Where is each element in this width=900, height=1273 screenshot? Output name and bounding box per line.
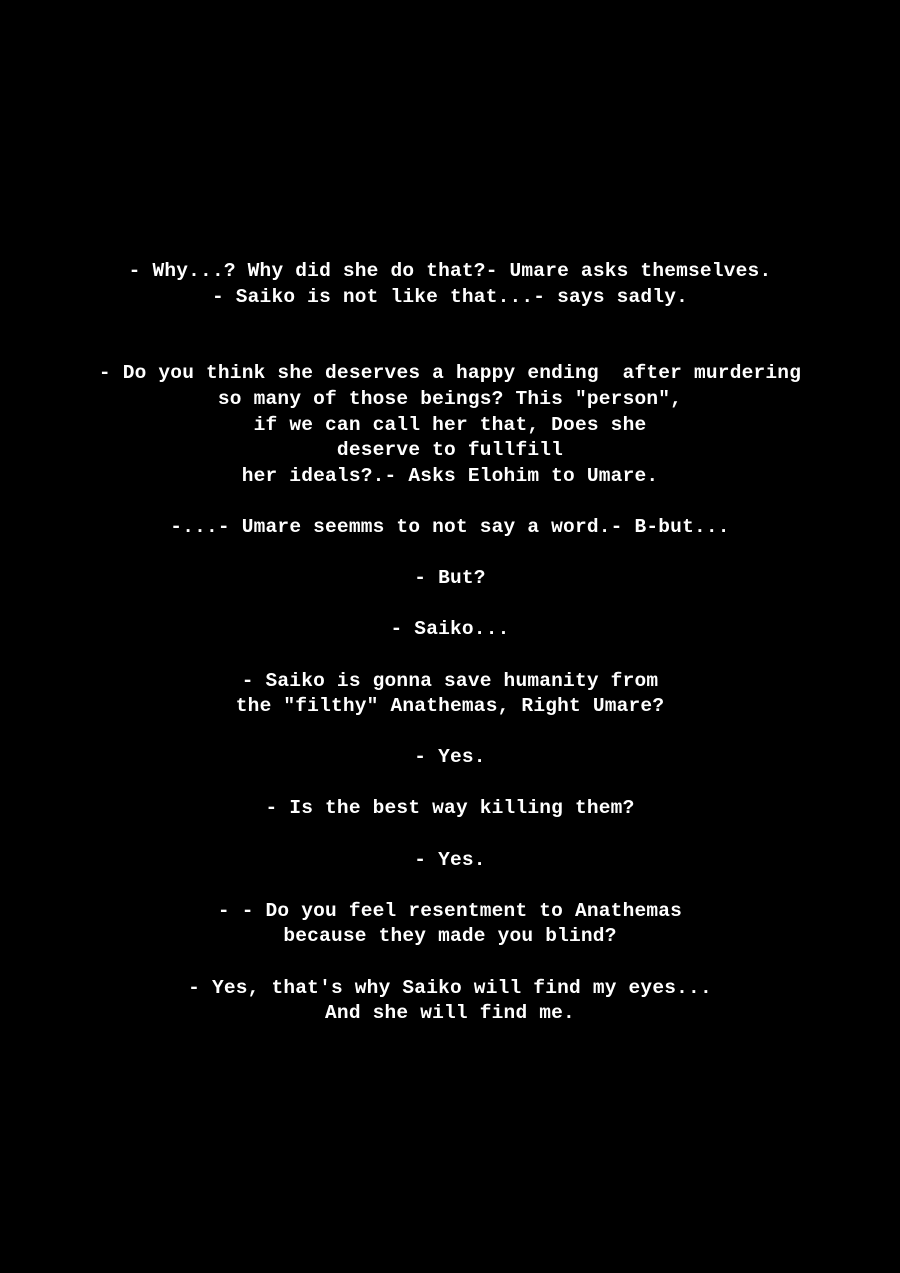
blank-line — [0, 950, 900, 976]
text-line: - Is the best way killing them? — [265, 797, 635, 820]
text-line: if we can call her that, Does she — [253, 413, 647, 436]
blank-line — [0, 592, 900, 618]
text-line: And she will find me. — [325, 1002, 575, 1025]
text-line: - Yes. — [414, 746, 486, 769]
text-line: - Saiko is not like that...- says sadly. — [211, 285, 689, 308]
text-line: - Do you think she deserves a happy ending after murdering — [98, 362, 802, 385]
text-line: her ideals?.- Asks Elohim to Umare. — [241, 464, 659, 487]
text-line: - - Do you feel resentment to Anathemas — [217, 899, 683, 922]
blank-line — [0, 771, 900, 797]
blank-line — [0, 336, 900, 362]
blank-line — [0, 310, 900, 336]
blank-line — [0, 873, 900, 899]
text-line: the "filthy" Anathemas, Right Umare? — [235, 695, 665, 718]
blank-line — [0, 541, 900, 567]
text-line: - Saiko... — [390, 618, 510, 641]
blank-line — [0, 643, 900, 669]
text-line: -...- Umare seemms to not say a word.- B-but... — [170, 515, 730, 538]
text-line: because they made you blind? — [283, 925, 617, 948]
text-line: - Yes. — [414, 848, 486, 871]
text-line: - Yes, that's why Saiko will find my eyes... — [188, 976, 712, 999]
blank-line — [0, 720, 900, 746]
text-line: - But? — [414, 567, 486, 590]
text-line: - Saiko is gonna save humanity from — [241, 669, 659, 692]
text-line: - Why...? Why did she do that?- Umare asks themselves. — [128, 260, 772, 282]
text-line: deserve to fullfill — [336, 439, 564, 462]
blank-line — [0, 489, 900, 515]
blank-line — [0, 822, 900, 848]
text-line: so many of those beings? This "person", — [217, 387, 683, 410]
dialogue-text — [0, 259, 900, 1027]
